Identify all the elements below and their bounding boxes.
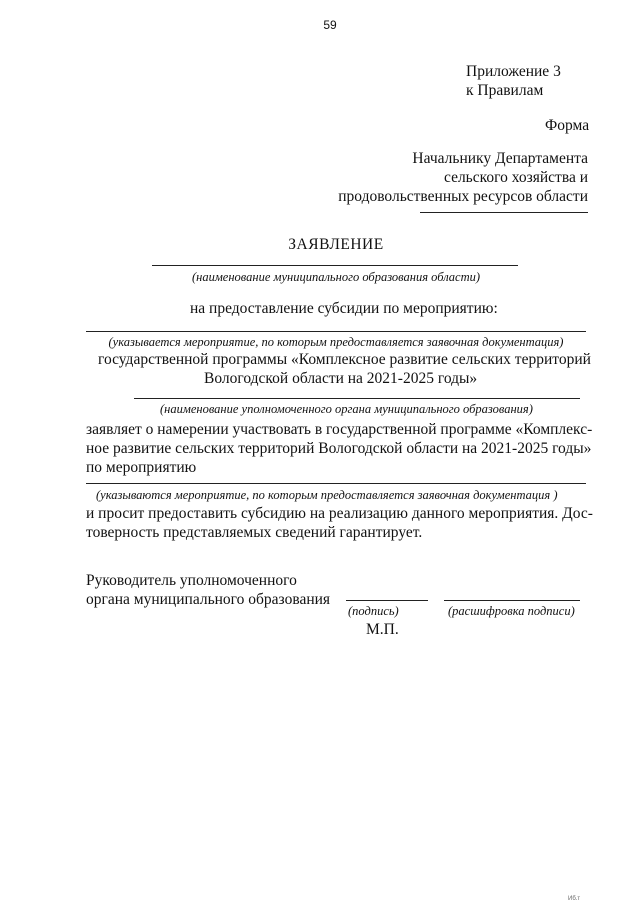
signatory-role-line2: органа муниципального образования bbox=[86, 591, 331, 608]
stamp-label: М.П. bbox=[366, 621, 399, 638]
measure-field-line-2[interactable] bbox=[86, 483, 586, 484]
signature-field-line[interactable] bbox=[346, 600, 428, 601]
request-line1: и просит предоставить субсидию на реализацию данного мероприятия. Дос- bbox=[86, 505, 593, 522]
request-line2: товерность представляемых сведений гарантирует. bbox=[86, 524, 423, 541]
measure-field-line-1[interactable] bbox=[86, 331, 586, 332]
municipality-field-line[interactable] bbox=[152, 265, 518, 266]
signatory-role-line1: Руководитель уполномоченного bbox=[86, 572, 297, 589]
form-label: Форма bbox=[545, 117, 590, 134]
hint-measure-2: (указываются мероприятие, по которым предоставляется заявочная документация ) bbox=[96, 488, 558, 502]
addressee-line1: Начальнику Департамента bbox=[412, 150, 588, 167]
addressee-line2: сельского хозяйства и bbox=[444, 169, 588, 186]
addressee-line3: продовольственных ресурсов области bbox=[338, 188, 588, 205]
program-line1: государственной программы «Комплексное развитие сельских территорий bbox=[98, 351, 591, 368]
hint-signature-decode: (расшифровка подписи) bbox=[448, 604, 575, 618]
hint-measure-1: (указывается мероприятие, по которым предоставляется заявочная документация) bbox=[108, 335, 564, 349]
signature-decode-field-line[interactable] bbox=[444, 600, 580, 601]
subsidy-line: на предоставление субсидии по мероприятию: bbox=[190, 300, 498, 317]
authority-field-line[interactable] bbox=[134, 398, 580, 399]
document-title: ЗАЯВЛЕНИЕ bbox=[288, 236, 384, 253]
intent-line2: ное развитие сельских территорий Вологодской области на 2021-2025 годы» bbox=[86, 440, 592, 457]
hint-signature: (подпись) bbox=[348, 604, 399, 618]
page-number: 59 bbox=[323, 18, 337, 32]
hint-authority: (наименование уполномоченного органа муниципального образования) bbox=[160, 402, 533, 416]
program-line2: Вологодской области на 2021-2025 годы» bbox=[204, 370, 478, 387]
hint-municipality: (наименование муниципального образования области) bbox=[191, 270, 481, 284]
intent-line1: заявляет о намерении участвовать в государственной программе «Комплекс- bbox=[86, 421, 593, 438]
intent-line3: по мероприятию bbox=[86, 459, 197, 476]
footer-mark: Иб.т bbox=[568, 896, 581, 902]
addressee-underline[interactable] bbox=[420, 212, 588, 213]
appendix-line1: Приложение 3 bbox=[466, 63, 561, 80]
appendix-line2: к Правилам bbox=[466, 82, 544, 99]
